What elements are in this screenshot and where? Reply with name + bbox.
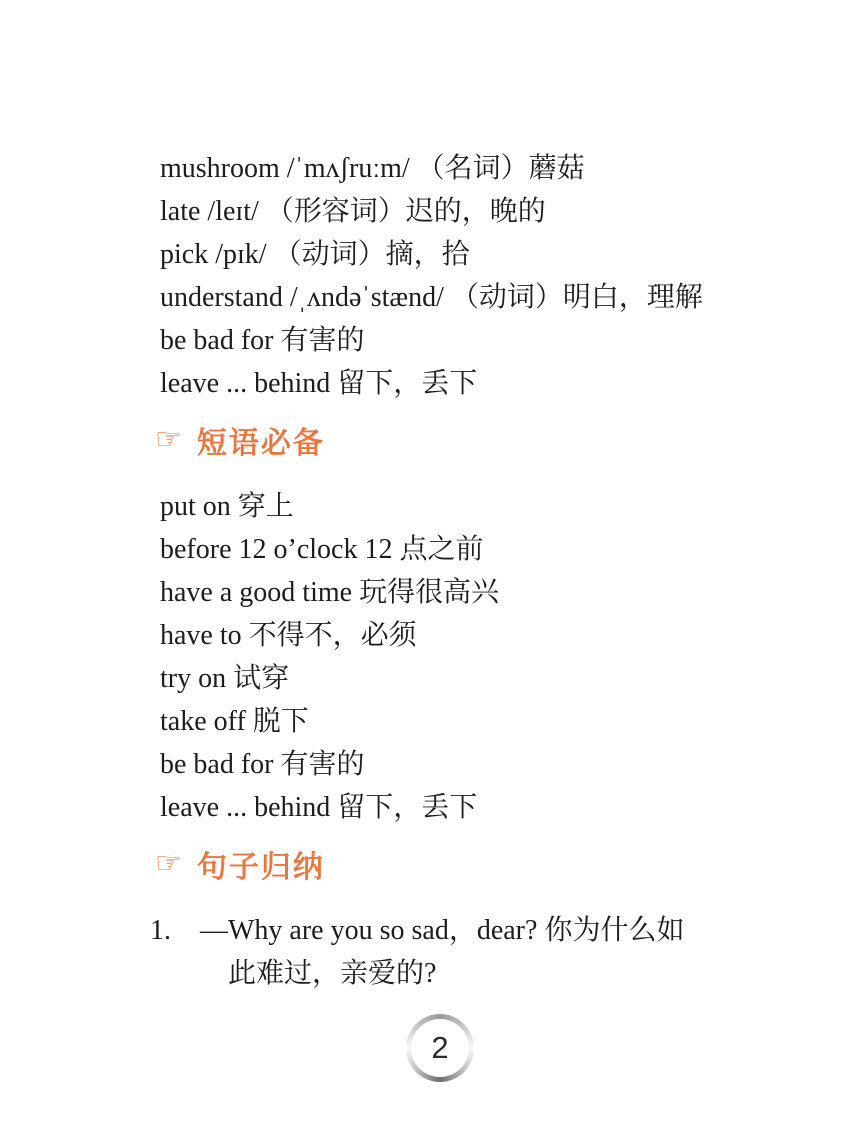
vocab-english: be bad for: [160, 325, 274, 356]
vocab-item: [160, 362, 712, 405]
vocab-item: [160, 276, 712, 319]
vocab-chinese: （动词）明白，理解: [450, 282, 703, 313]
phrase-item: [160, 528, 712, 571]
section-header-phrases: [155, 418, 712, 461]
phrase-english: try on: [160, 663, 227, 694]
vocab-item: [160, 190, 712, 233]
page-number: 2: [431, 1030, 449, 1065]
pointing-hand-icon: ☞: [155, 421, 182, 457]
vocab-english: late: [160, 196, 201, 227]
vocab-ipa: /pɪk/: [215, 239, 267, 270]
phrase-english: before 12 o’clock: [160, 534, 358, 565]
sentence-text: [200, 915, 684, 989]
sentence-english: —Why are you so sad，dear?: [200, 915, 538, 946]
phrase-english: have a good time: [160, 577, 353, 608]
vocab-chinese: 有害的: [280, 325, 365, 356]
sentences-list: [150, 909, 712, 995]
phrase-english: leave ... behind: [160, 792, 331, 823]
phrase-item: [160, 786, 712, 829]
vocab-chinese: （形容词）迟的，晚的: [265, 196, 546, 227]
vocab-chinese: （动词）摘，拾: [273, 239, 470, 270]
vocab-item: [160, 147, 712, 190]
vocab-english: mushroom: [160, 153, 280, 184]
phrases-list: [160, 485, 712, 829]
phrase-item: [160, 485, 712, 528]
phrase-chinese: 12 点之前: [364, 534, 484, 565]
vocab-item: [160, 319, 712, 362]
phrase-english: put on: [160, 491, 231, 522]
phrase-chinese: 穿上: [237, 491, 294, 522]
sentence-number: 1.: [150, 915, 171, 946]
vocab-english: pick: [160, 239, 209, 270]
pointing-hand-icon: ☞: [155, 845, 182, 881]
page-number-badge: [406, 1014, 474, 1082]
phrase-chinese: 玩得很高兴: [359, 577, 500, 608]
section-title-sentences: 句子归纳: [196, 849, 325, 885]
vocab-chinese: （名词）蘑菇: [416, 153, 585, 184]
phrase-item: [160, 614, 712, 657]
phrase-chinese: 留下，丢下: [337, 792, 478, 823]
page-content: [150, 147, 712, 995]
section-header-sentences: [155, 842, 712, 885]
phrase-chinese: 不得不，必须: [248, 620, 417, 651]
phrase-item: [160, 700, 712, 743]
vocab-item: [160, 233, 712, 276]
phrase-item: [160, 743, 712, 786]
vocab-chinese: 留下，丢下: [337, 368, 478, 399]
section-title-phrases: 短语必备: [196, 425, 325, 461]
vocab-ipa: /ˈmʌʃruːm/: [286, 153, 410, 184]
vocab-list: [160, 147, 712, 405]
vocab-ipa: /ˌʌndəˈstænd/: [289, 282, 444, 313]
phrase-english: take off: [160, 706, 246, 737]
phrase-item: [160, 571, 712, 614]
phrase-chinese: 有害的: [280, 749, 365, 780]
sentence-chinese: 你为什么如此难过，亲爱的?: [228, 915, 685, 989]
page-number-badge-inner: [411, 1019, 469, 1077]
sentence-item: [150, 909, 712, 995]
vocab-english: leave ... behind: [160, 368, 331, 399]
vocab-ipa: /leɪt/: [207, 196, 259, 227]
phrase-english: have to: [160, 620, 242, 651]
phrase-item: [160, 657, 712, 700]
phrase-english: be bad for: [160, 749, 274, 780]
phrase-chinese: 试穿: [233, 663, 290, 694]
phrase-chinese: 脱下: [252, 706, 309, 737]
vocab-english: understand: [160, 282, 283, 313]
